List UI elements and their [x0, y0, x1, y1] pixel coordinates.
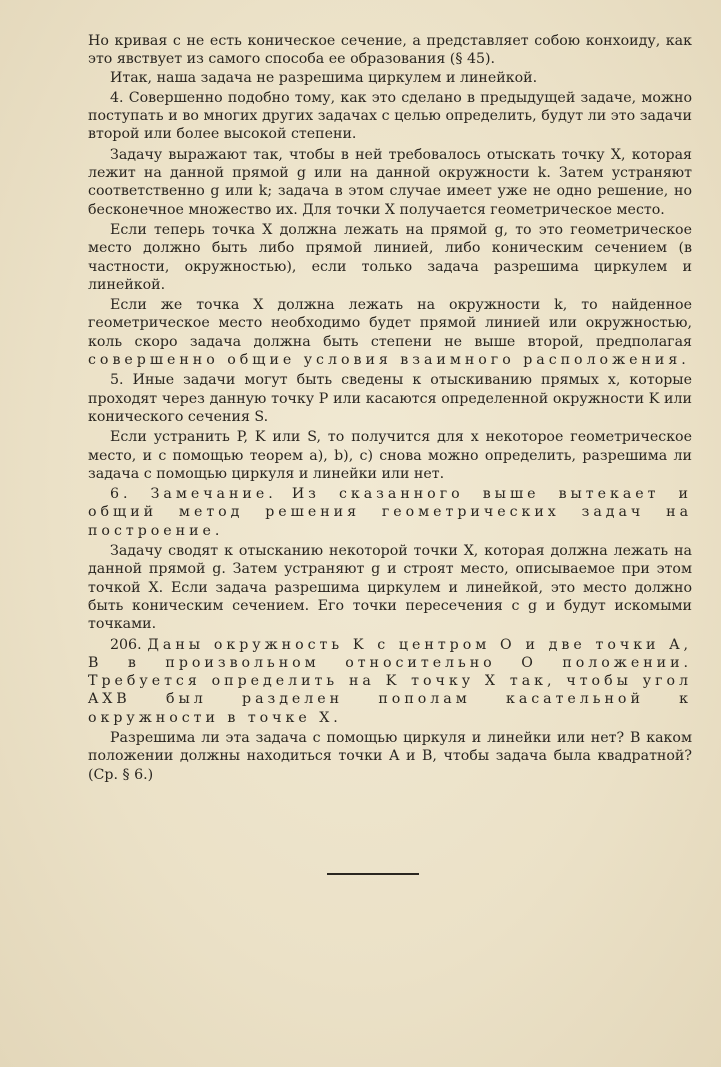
paragraph-section-4: 4. Совершенно подобно тому, как это сделано в предыдущей задаче, можно поступать и во многих других задачах с целью определить, будут ли это задачи второй или более высокой степени. [88, 89, 692, 143]
paragraph-question: Разрешима ли эта задача с помощью циркуля и линейки или нет? В каком положении должны находиться точки A и B, чтобы задача была квадратной? (Ср. § 6.) [88, 729, 692, 783]
paragraph-point-x-task: Задачу выражают так, чтобы в ней требовалось отыскать точку X, которая лежит на данной прямой g или на данной окружности k. Затем устраняют соответственно g или k; задача в этом случае имеет уже не одно решение, но бесконечное множество их. Для точки X получается геометрическое место. [88, 146, 692, 218]
paragraph-line-g: Если теперь точка X должна лежать на прямой g, то это геометрическое место должно быть либо прямой линией, либо коническим сечением (в частности, окружностью), если только задача разрешима циркулем и линейкой. [88, 221, 692, 293]
paragraph-conchoid: Но кривая c не есть коническое сечение, а представляет собою конхоиду, как это явствует из самого способа ее образования (§ 45). [88, 33, 692, 68]
problem-number: 206. [110, 636, 142, 653]
paragraph-remark [88, 485, 692, 540]
paragraph-section-5: 5. Иные задачи могут быть сведены к отыскиванию прямых x, которые проходят через данную точку P или касаются определенной окружности K или конического сечения S. [88, 372, 692, 425]
remark-general-method: Из сказанного выше вытекает и общий метод решения геометрических задач на построение. [88, 486, 692, 539]
page-text [88, 32, 692, 784]
problem-206 [88, 636, 692, 727]
paragraph-not-solvable: Итак, наша задача не разрешима циркулем и линейкой. [110, 69, 538, 86]
remark-heading: 6. Замечание. [110, 486, 277, 503]
paragraph-eliminate-p-k-s: Если устранить P, K или S, то получится для x некоторое геометрическое место, и с помощью теорем a), b), c) снова можно определить, разрешима ли задача с помощью циркуля и линейки или нет. [88, 429, 692, 482]
paragraph-circle-k-text: Если же точка X должна лежать на окружности k, то найденное геометрическое место необходимо будет прямой линией или окружностью, коль скоро задача должна быть степени не выше второй, предполагая [88, 297, 692, 350]
problem-206-statement: Даны окружность K с центром O и две точки A, B в произвольном относительно O положении. Требуется определить на K точку X так, чтобы угол AXB был разделен пополам касательной к окружности в точке X. [88, 636, 692, 726]
paragraph-circle-k [88, 296, 692, 369]
paragraph-reduce-to-point: Задачу сводят к отысканию некоторой точки X, которая должна лежать на данной прямой g. Затем устраняют g и строят место, описываемое при этом точкой X. Если задача разрешима циркулем и линейкой, это место должно быть коническим сечением. Его точки пересечения с g и будут искомыми точками. [88, 543, 692, 633]
end-rule [327, 873, 419, 875]
spaced-general-conditions: совершенно общие условия взаимного расположения. [88, 352, 690, 369]
